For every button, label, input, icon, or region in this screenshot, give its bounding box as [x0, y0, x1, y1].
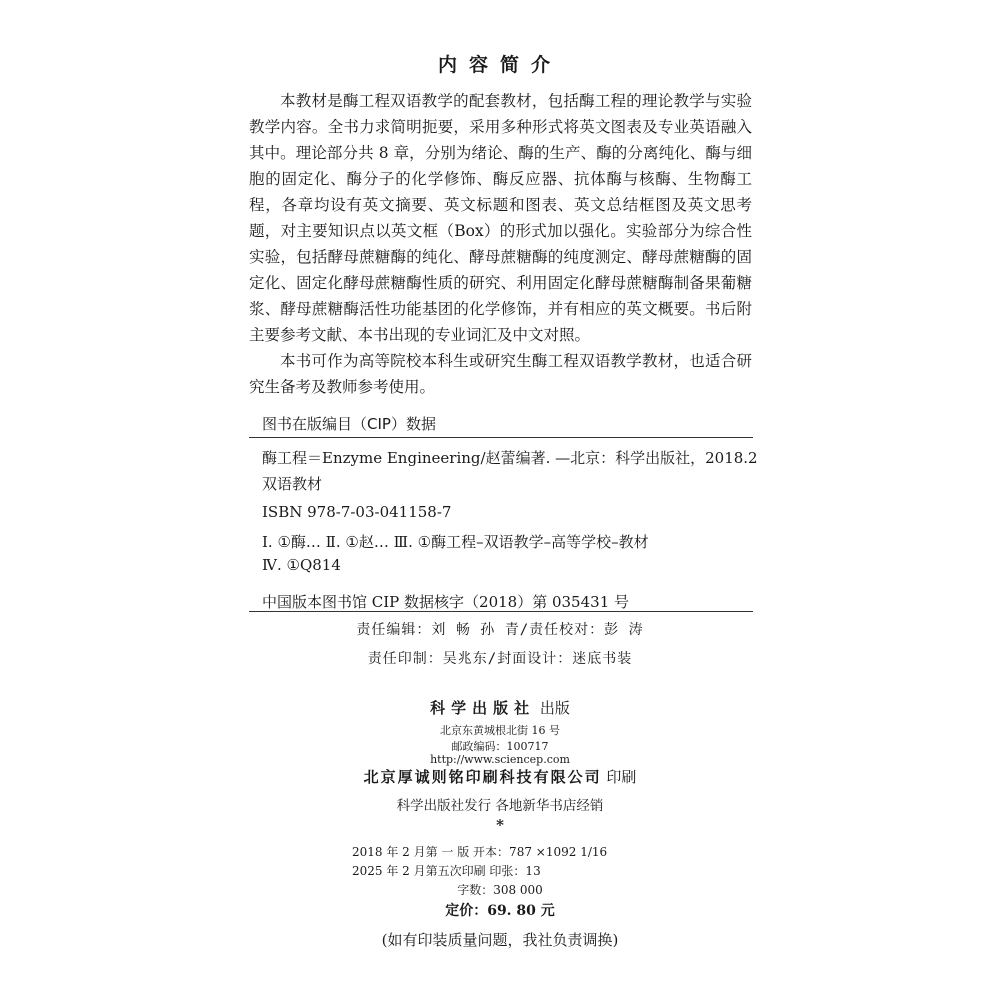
price: 定价：69. 80 元: [445, 903, 555, 919]
cip-heading: 图书在版编目（CIP）数据: [262, 415, 436, 433]
cip-title-line: 酶工程＝Enzyme Engineering/赵蕾编著. —北京：科学出版社，2018.2: [262, 449, 758, 467]
printer-name: 北京厚诚则铭印刷科技有限公司: [363, 768, 602, 786]
printer-suffix: 印刷: [601, 768, 637, 786]
summary-paragraph: 本书可作为高等院校本科生或研究生酶工程双语教学教材，也适合研究生备考及教师参考使用。: [249, 352, 752, 396]
publisher-name: 科学出版社: [430, 699, 536, 717]
summary-body: [249, 88, 752, 400]
cip-top-rule: [249, 437, 753, 438]
cip-classification-line: Ⅰ. ①酶… Ⅱ. ①赵… Ⅲ. ①酶工程–双语教学–高等学校–教材: [262, 533, 649, 551]
quality-notice: (如有印装质量问题，我社负责调换): [381, 931, 619, 949]
cip-number: 中国版本图书馆 CIP 数据核字（2018）第 035431 号: [262, 593, 630, 611]
publisher-postcode: 邮政编码：100717: [451, 740, 549, 753]
printer-line: [0, 766, 1000, 787]
cip-series-line: 双语教材: [262, 475, 323, 493]
word-count: 字数：308 000: [457, 883, 543, 897]
printing-line: 2025 年 2 月第五次印刷 印张：13: [352, 864, 541, 878]
publisher-line: [0, 697, 1000, 718]
cip-classification-line-2: Ⅳ. ①Q814: [262, 556, 341, 574]
summary-paragraph: 本教材是酶工程双语教学的配套教材，包括酶工程的理论教学与实验教学内容。全书力求简明扼要，采用多种形式将英文图表及专业英语融入其中。理论部分共 8 章，分别为绪论、酶的生产、酶的分离纯化、酶与细胞的固定化、酶分子的化学修饰、酶反应器、抗体酶与核酶、生物酶工程，各章均设有英文摘要、英文标题和图表、英文总结框图及英文思考题，对主要知识点以英文框（Box）的形式加以强化。实验部分为综合性实验，包括酵母蔗糖酶的纯化、酵母蔗糖酶的纯度测定、酵母蔗糖酶的固定化、固定化酵母蔗糖酶性质的研究、利用固定化酵母蔗糖酶制备果葡糖浆、酵母蔗糖酶活性功能基团的化学修饰，并有相应的英文概要。书后附主要参考文献、本书出现的专业词汇及中文对照。: [249, 92, 752, 344]
cip-bottom-rule: [249, 611, 753, 612]
distribution-line: 科学出版社发行 各地新华书店经销: [396, 798, 604, 814]
summary-title: 内容简介: [437, 54, 562, 76]
production-line: 责任印制：吴兆东/封面设计：迷底书装: [367, 651, 633, 667]
separator-star: *: [496, 816, 504, 834]
cip-isbn: ISBN 978-7-03-041158-7: [262, 503, 452, 521]
editors-line: 责任编辑：刘 畅 孙 青/责任校对：彭 涛: [356, 622, 644, 638]
edition-line: 2018 年 2 月第 一 版 开本：787 ×1092 1/16: [352, 845, 608, 859]
publisher-url: http://www.sciencep.com: [430, 753, 570, 766]
publisher-suffix: 出版: [535, 699, 570, 717]
publisher-address: 北京东黄城根北街 16 号: [440, 724, 560, 737]
